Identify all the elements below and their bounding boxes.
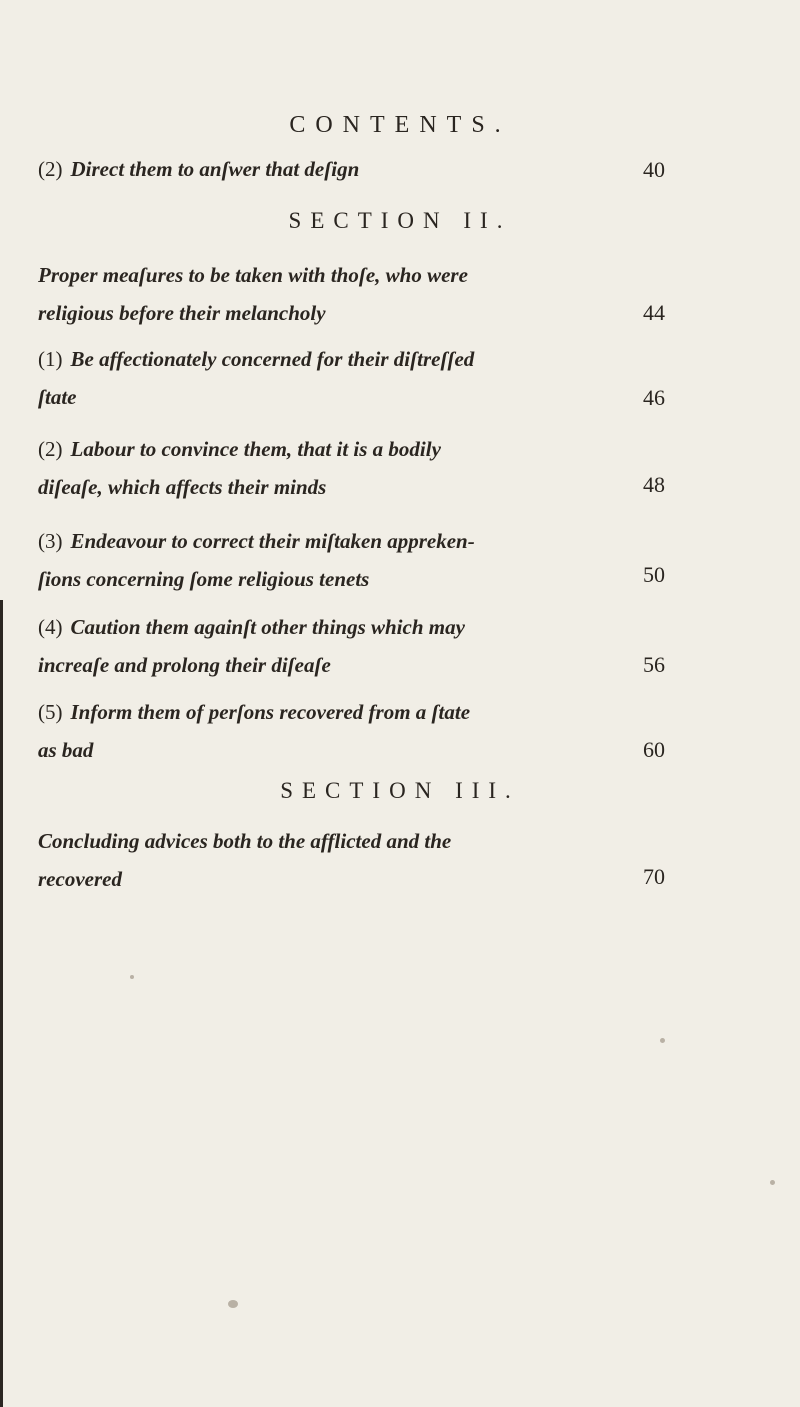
page-number: 50 <box>643 562 665 587</box>
running-head: CONTENTS. <box>289 112 511 138</box>
toc-entry <box>38 150 728 188</box>
entry-number: (2) <box>38 437 63 461</box>
entry-number: (1) <box>38 347 63 371</box>
entry-text: as bad <box>38 738 94 762</box>
entry-number: (4) <box>38 615 63 639</box>
page-number: 60 <box>643 737 665 762</box>
toc-entry <box>38 608 728 684</box>
section-heading: SECTION II. <box>288 208 512 233</box>
entry-text: Inform them of perſons recovered from a ſtate <box>70 700 471 724</box>
entry-text: Concluding advices both to the afflicted and the <box>38 829 452 853</box>
page-number: 44 <box>643 300 665 325</box>
entry-text: recovered <box>38 867 122 891</box>
paper-speck <box>660 1038 665 1043</box>
entry-text: Endeavour to correct their miſtaken appreken- <box>70 529 475 553</box>
entry-number: (2) <box>38 157 63 181</box>
entry-text: diſeaſe, which affects their minds <box>38 475 327 499</box>
entry-text: ſtate <box>38 385 77 409</box>
toc-entry <box>38 693 728 769</box>
entry-text: Proper meaſures to be taken with thoſe, who were <box>38 263 468 287</box>
page-edge-shadow <box>0 600 3 1407</box>
page-number: 56 <box>643 652 665 677</box>
paper-speck <box>130 975 134 979</box>
toc-entry <box>38 430 728 506</box>
section-heading: SECTION III. <box>280 778 520 803</box>
toc-entry <box>38 340 728 416</box>
toc-entry <box>38 822 728 898</box>
toc-entry <box>38 522 728 598</box>
entry-text: Be affectionately concerned for their diſtreſſed <box>70 347 475 371</box>
entry-number: (5) <box>38 700 63 724</box>
entry-text: ſions concerning ſome religious tenets <box>38 567 370 591</box>
entry-text: Caution them againſt other things which may <box>70 615 465 639</box>
paper-speck <box>770 1180 775 1185</box>
entry-text: Labour to convince them, that it is a bodily <box>70 437 441 461</box>
entry-text: increaſe and prolong their diſeaſe <box>38 653 331 677</box>
page-number: 48 <box>643 472 665 497</box>
page-number: 70 <box>643 864 665 889</box>
page-number: 46 <box>643 385 665 410</box>
entry-text: religious before their melancholy <box>38 301 326 325</box>
page-number: 40 <box>643 157 665 182</box>
toc-entry <box>38 256 728 332</box>
paper-speck <box>228 1300 238 1308</box>
entry-number: (3) <box>38 529 63 553</box>
entry-text: Direct them to anſwer that deſign <box>70 157 360 181</box>
